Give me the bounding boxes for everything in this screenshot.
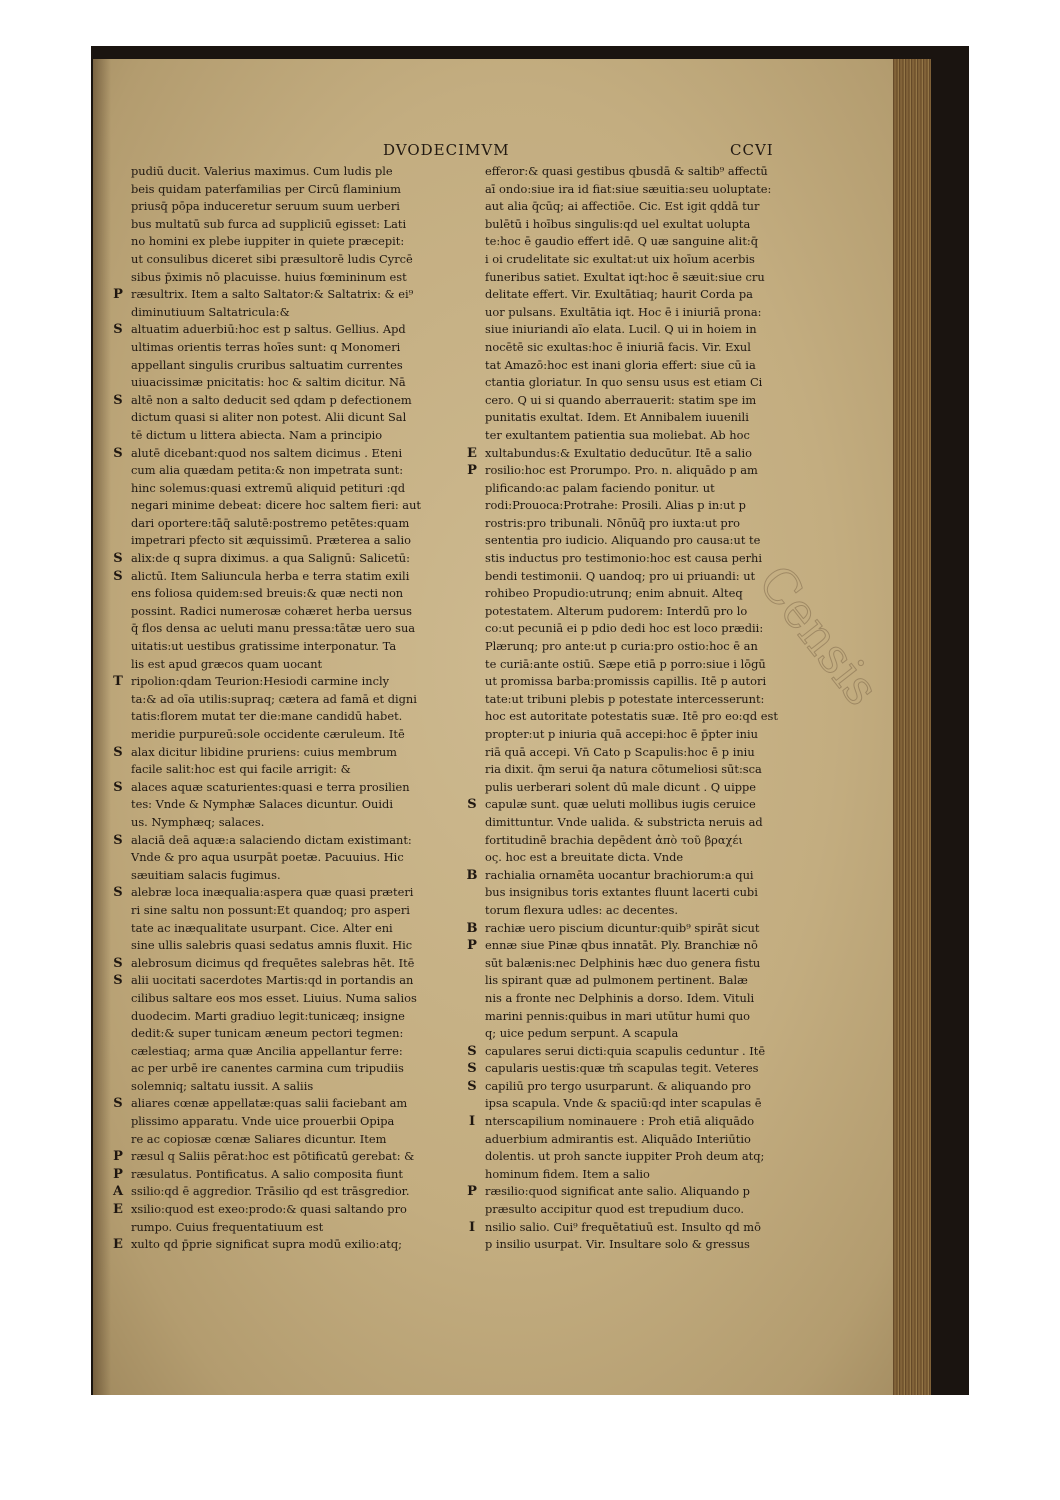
line-text: capularis uestis:quæ tm̄ scapulas tegit. Veteres <box>485 1061 759 1076</box>
text-line <box>109 1078 481 1096</box>
text-line <box>463 708 823 726</box>
text-line <box>109 761 481 779</box>
line-text: Vnde & pro aqua usurpāt poetæ. Pacuuius. Hic <box>131 850 404 865</box>
text-line <box>109 708 481 726</box>
line-text: possint. Radici numerosæ cohæret herba uersus <box>131 603 412 618</box>
text-line <box>463 673 823 691</box>
line-text: q̄ flos densa ac ueluti manu pressa:tātæ uero sua <box>131 621 416 636</box>
text-line <box>109 955 481 973</box>
line-text: bus multatū sub furca ad suppliciū egisset: Lati <box>131 216 407 231</box>
line-text: alictū. Item Saliuncula herba e terra statim exili <box>131 568 410 583</box>
running-header <box>93 141 931 163</box>
text-line <box>463 198 823 216</box>
line-text: Plærunq; pro ante:ut p curia:pro ostio:hoc ē an <box>485 639 758 654</box>
text-line <box>109 497 481 515</box>
page-fore-edge <box>893 59 931 1395</box>
marginal-initial: S <box>113 568 123 584</box>
line-text: tate:ut tribuni plebis p potestate intercesserunt: <box>485 691 765 706</box>
text-line <box>463 550 823 568</box>
text-line <box>109 445 481 463</box>
text-line <box>463 339 823 357</box>
line-text: dolentis. ut proh sancte iuppiter Proh deum atq; <box>485 1149 765 1164</box>
line-text: fortitudinē brachia depēdent ἀπὸ τοῦ βραχέι <box>485 832 743 847</box>
text-line <box>109 1113 481 1131</box>
text-line <box>463 445 823 463</box>
text-line <box>463 603 823 621</box>
line-text: capulares serui dicti:quia scapulis ceduntur . Itē <box>485 1043 766 1058</box>
text-line <box>463 814 823 832</box>
line-text: ter exultantem patientia sua moliebat. Ab hoc <box>485 427 750 442</box>
text-line <box>109 620 481 638</box>
line-text: xsilio:quod est exeo:prodo:& quasi saltando pro <box>131 1202 407 1217</box>
line-text: nsilio salio. Cui⁹ frequētatiuū est. Insulto qd mō <box>485 1219 761 1234</box>
line-text: ria dixit. q̄m serui q̄a natura cōtumeliosi sūt:sca <box>485 762 762 777</box>
line-text: ri sine saltu non possunt:Et quandoq; pro asperi <box>131 902 410 917</box>
text-line <box>463 1025 823 1043</box>
line-text: capulæ sunt. quæ ueluti mollibus iugis ceruice <box>485 797 756 812</box>
text-line <box>463 1095 823 1113</box>
line-text: priusq̄ pōpa induceretur seruum suum uerberi <box>131 199 400 214</box>
line-text: rosilio:hoc est Prorumpo. Pro. n. aliquādo p am <box>485 463 758 478</box>
line-text: alii uocitati sacerdotes Martis:qd in portandis an <box>131 973 414 988</box>
text-line <box>109 796 481 814</box>
text-line <box>463 761 823 779</box>
line-text: xulto qd p̄prie significat supra modū exilio:atq; <box>131 1237 402 1252</box>
text-line <box>109 849 481 867</box>
book-scan <box>91 46 969 1395</box>
marginal-initial: P <box>467 938 477 954</box>
line-text: rumpo. Cuius frequentatiuum est <box>131 1219 324 1234</box>
line-text: ultimas orientis terras hoīes sunt: q Monomeri <box>131 339 401 354</box>
text-line <box>463 269 823 287</box>
text-line <box>109 744 481 762</box>
text-line <box>109 937 481 955</box>
line-text: dictum quasi si aliter non potest. Alii dicunt Sal <box>131 410 407 425</box>
text-line <box>109 427 481 445</box>
marginal-initial: P <box>467 1184 477 1200</box>
line-text: sententia pro iudicio. Aliquando pro causa:ut te <box>485 533 761 548</box>
line-text: ta:& ad oīa utilis:supraq; cætera ad famā et digni <box>131 691 417 706</box>
marginal-initial: S <box>113 322 123 338</box>
page-title: DVODECIMVM <box>383 141 510 159</box>
text-line <box>463 796 823 814</box>
line-text: us. Nymphæq; salaces. <box>131 814 265 829</box>
line-text: pulis uerberari solent dū male dicunt . Q uippe <box>485 779 757 794</box>
marginal-initial: S <box>113 392 123 408</box>
text-line <box>109 1166 481 1184</box>
marginal-initial: S <box>113 1096 123 1112</box>
line-text: nterscapilium nominauere : Proh etiā aliquādo <box>485 1114 755 1129</box>
line-text: facile salit:hoc est qui facile arrigit: & <box>131 762 351 777</box>
line-text: tē dictum u littera abiecta. Nam a principio <box>131 427 383 442</box>
line-text: præsulto accipitur quod est trepudium duco. <box>485 1202 744 1217</box>
line-text: rohibeo Propudio:utrunq; enim abnuit. Alteq <box>485 586 743 601</box>
text-line <box>109 1201 481 1219</box>
text-line <box>109 691 481 709</box>
line-text: alutē dicebant:quod nos saltem dicimus . Eteni <box>131 445 403 460</box>
text-line <box>463 251 823 269</box>
text-line <box>463 1043 823 1061</box>
text-line <box>109 673 481 691</box>
line-text: aduerbium admirantis est. Aliquādo Interiūtio <box>485 1131 751 1146</box>
watermark-text: Censis <box>746 555 890 717</box>
text-line <box>463 497 823 515</box>
marginal-initial: B <box>466 867 478 883</box>
marginal-initial: S <box>113 551 123 567</box>
line-text: ctantia gloriatur. In quo sensu usus est etiam Ci <box>485 375 763 390</box>
text-line <box>463 374 823 392</box>
text-line <box>109 920 481 938</box>
text-line <box>109 1060 481 1078</box>
text-line <box>109 532 481 550</box>
line-text: ennæ siue Pinæ qbus innatāt. Ply. Branchiæ nō <box>485 938 758 953</box>
text-line <box>463 216 823 234</box>
line-text: bulētū i hoībus singulis:qd uel exultat uolupta <box>485 216 751 231</box>
text-line <box>109 286 481 304</box>
line-text: te curiā:ante ostiū. Sæpe etiā p porro:siue i lōgū <box>485 656 766 671</box>
line-text: cero. Q ui si quando aberrauerit: statim spe im <box>485 392 757 407</box>
text-line <box>109 1219 481 1237</box>
text-line <box>109 972 481 990</box>
marginal-initial: E <box>113 1237 123 1253</box>
text-line <box>109 884 481 902</box>
text-line <box>109 603 481 621</box>
marginal-initial: E <box>467 445 477 461</box>
line-text: nocētē sic exultas:hoc ē iniuriā facis. Vir. Exul <box>485 339 751 354</box>
text-line <box>463 691 823 709</box>
line-text: re ac copiosæ cœnæ Saliares dicuntur. Item <box>131 1131 387 1146</box>
text-line <box>463 357 823 375</box>
line-text: appellant singulis cruribus saltuatim currentes <box>131 357 403 372</box>
marginal-initial: P <box>113 1166 123 1182</box>
text-line <box>109 568 481 586</box>
line-text: alebrosum dicimus qd frequētes salebras hēt. Itē <box>131 955 415 970</box>
text-line <box>463 321 823 339</box>
line-text: ac per urbē ire canentes carmina cum tripudiis <box>131 1061 404 1076</box>
line-text: cilibus saltare eos mos esset. Liuius. Numa salios <box>131 990 417 1005</box>
text-line <box>463 392 823 410</box>
line-text: ræsul q Saliis pērat:hoc est pōtificatū gerebat: & <box>131 1149 415 1164</box>
text-line <box>109 1095 481 1113</box>
text-line <box>109 392 481 410</box>
text-line <box>109 233 481 251</box>
line-text: dari oportere:tāq̄ salutē:postremo petētes:quam <box>131 515 410 530</box>
text-line <box>463 462 823 480</box>
text-line <box>463 1166 823 1184</box>
line-text: aut alia q̄cūq; ai affectiōe. Cic. Est igit qddā tur <box>485 199 760 214</box>
line-text: marini pennis:quibus in mari utūtur humi quo <box>485 1008 751 1023</box>
text-line <box>463 163 823 181</box>
line-text: propter:ut p iniuria quā accepi:hoc ē p̄pter iniu <box>485 727 758 741</box>
line-text: negari minime debeat: dicere hoc saltem fieri: aut <box>131 498 422 513</box>
line-text: sibus p̄ximis nō placuisse. huius fœmininum est <box>131 269 407 284</box>
marginal-initial: S <box>467 1043 477 1059</box>
marginal-initial: S <box>113 832 123 848</box>
line-text: alaces aquæ scaturientes:quasi e terra prosilien <box>131 779 410 794</box>
line-text: lis est apud græcos quam uocant <box>131 656 323 671</box>
line-text: solemniq; saltatu iussit. A saliis <box>131 1078 314 1093</box>
text-line <box>109 550 481 568</box>
text-line <box>109 269 481 287</box>
line-text: altuatim aduerbiū:hoc est p saltus. Gellius. Apd <box>131 322 406 337</box>
line-text: riā quā accepi. Vn̄ Cato p Scapulis:hoc ē p iniu <box>485 744 755 759</box>
line-text: ræsultrix. Item a salto Saltator:& Saltatrix: & ei⁹ <box>131 287 414 302</box>
text-line <box>109 638 481 656</box>
line-text: hinc solemus:quasi extremū aliquid petituri :qd <box>131 480 405 495</box>
marginal-initial: P <box>113 1149 123 1165</box>
text-line <box>463 286 823 304</box>
text-line <box>463 515 823 533</box>
text-line <box>463 427 823 445</box>
marginal-initial: S <box>467 1061 477 1077</box>
text-line <box>109 1008 481 1026</box>
book-page <box>93 59 931 1395</box>
line-text: duodecim. Marti gradiuo legit:tunicæq; insigne <box>131 1008 405 1023</box>
line-text: plificando:ac palam faciendo ponitur. ut <box>485 480 715 495</box>
marginal-initial: S <box>113 973 123 989</box>
line-text: alebræ loca inæqualia:aspera quæ quasi præteri <box>131 885 414 900</box>
line-text: alaciā deā aquæ:a salaciendo dictam existimant: <box>131 832 412 847</box>
text-line <box>463 620 823 638</box>
text-line <box>109 814 481 832</box>
text-line <box>109 902 481 920</box>
line-text: ος. hoc est a breuitate dicta. Vnde <box>485 850 684 865</box>
text-line <box>463 937 823 955</box>
right-text-column <box>463 163 823 1254</box>
text-line <box>109 216 481 234</box>
line-text: capiliū pro tergo usurparunt. & aliquando pro <box>485 1078 752 1093</box>
line-text: ræsilio:quod significat ante salio. Aliquando p <box>485 1184 750 1199</box>
text-line <box>109 1236 481 1254</box>
line-text: rodi:Prouoca:Protrahe: Prosili. Alias p in:ut p <box>485 498 746 513</box>
marginal-initial: S <box>113 885 123 901</box>
text-line <box>463 1201 823 1219</box>
line-text: pudiū ducit. Valerius maximus. Cum ludis ple <box>131 164 393 178</box>
text-line <box>463 849 823 867</box>
line-text: alix:de q supra diximus. a qua Salignū: Salicetū: <box>131 551 410 566</box>
marginal-initial: S <box>467 1078 477 1094</box>
marginal-initial: I <box>468 1219 476 1235</box>
text-line <box>109 990 481 1008</box>
line-text: q; uice pedum serpunt. A scapula <box>485 1026 679 1041</box>
line-text: ut promissa barba:promissis capillis. Itē p autori <box>485 674 767 689</box>
text-line <box>109 1131 481 1149</box>
line-text: alax dicitur libidine pruriens: cuius membrum <box>131 744 397 759</box>
line-text: rachialia ornamēta uocantur brachiorum:a qui <box>485 867 754 882</box>
text-line <box>463 1008 823 1026</box>
marginal-initial: S <box>113 744 123 760</box>
text-line <box>463 1131 823 1149</box>
text-line <box>109 181 481 199</box>
text-line <box>463 1183 823 1201</box>
line-text: beis quidam paterfamilias per Circū flaminium <box>131 181 401 196</box>
marginal-initial: S <box>113 955 123 971</box>
line-text: p insilio usurpat. Vir. Insultare solo & gressus <box>485 1237 750 1252</box>
line-text: rostris:pro tribunali. Nōnūq̄ pro iuxta:ut pro <box>485 515 741 530</box>
line-text: punitatis exultat. Idem. Et Annibalem iuuenili <box>485 410 749 425</box>
line-text: stis inductus pro testimonio:hoc est causa perhi <box>485 551 763 566</box>
text-line <box>109 585 481 603</box>
text-line <box>463 304 823 322</box>
text-line <box>463 181 823 199</box>
line-text: tat Amazō:hoc est inani gloria effert: siue cū ia <box>485 357 756 372</box>
text-line <box>463 1219 823 1237</box>
line-text: hominum fidem. Item a salio <box>485 1166 650 1181</box>
line-text: bus insignibus toris extantes fluunt lacerti cubi <box>485 885 758 900</box>
text-line <box>463 568 823 586</box>
line-text: aī ondo:siue ira id fiat:siue sæuitia:seu uoluptate: <box>485 181 772 196</box>
line-text: tatis:florem mutat ter die:mane candidū habet. <box>131 709 403 724</box>
line-text: meridie purpureū:sole occidente cæruleum. Itē <box>131 727 405 741</box>
text-line <box>463 1148 823 1166</box>
line-text: funeribus satiet. Exultat iqt:hoc ē sæuit:siue cru <box>485 269 765 284</box>
text-line <box>109 409 481 427</box>
text-line <box>463 638 823 656</box>
line-text: dimittuntur. Vnde ualida. & substricta neruis ad <box>485 814 763 829</box>
line-text: aliares cœnæ appellatæ:quas salii faciebant am <box>131 1096 408 1111</box>
text-line <box>109 832 481 850</box>
line-text: potestatem. Alterum pudorem: Interdū pro lo <box>485 603 748 618</box>
line-text: hoc est autoritate potestatis suæ. Itē pro eo:qd est <box>485 709 778 724</box>
text-line <box>463 480 823 498</box>
text-line <box>463 902 823 920</box>
line-text: sine ullis salebris quasi sedatus amnis fluxit. Hic <box>131 938 413 953</box>
line-text: no homini ex plebe iuppiter in quiete præcepit: <box>131 234 405 249</box>
line-text: plissimo apparatu. Vnde uice prouerbii Opipa <box>131 1114 395 1129</box>
line-text: torum flexura udles: ac decentes. <box>485 902 678 917</box>
text-line <box>109 726 481 744</box>
marginal-initial: S <box>113 445 123 461</box>
line-text: altē non a salto deducit sed qdam p defectionem <box>131 392 412 407</box>
line-text: uiuacissimæ pnicitatis: hoc & saltim dicitur. Nā <box>131 375 406 390</box>
text-line <box>463 972 823 990</box>
marginal-initial: A <box>112 1184 124 1200</box>
marginal-initial: I <box>468 1114 476 1130</box>
text-line <box>463 832 823 850</box>
line-text: ræsulatus. Pontificatus. A salio composita fiunt <box>131 1166 403 1181</box>
line-text: ut consulibus diceret sibi præsultorē ludis Cyrcē <box>131 251 413 266</box>
marginal-initial: P <box>113 287 123 303</box>
text-line <box>463 1060 823 1078</box>
text-line <box>109 462 481 480</box>
line-text: ssilio:qd ē aggredior. Trāsilio qd est trāsgredior. <box>131 1184 410 1199</box>
text-line <box>109 198 481 216</box>
line-text: tate ac inæqualitate usurpant. Cice. Alter eni <box>131 920 393 935</box>
text-line <box>463 884 823 902</box>
text-line <box>109 304 481 322</box>
line-text: ens foliosa quidem:sed breuis:& quæ necti non <box>131 586 404 601</box>
line-text: lis spirant quæ ad pulmonem pertinent. Balæ <box>485 973 748 988</box>
left-text-column <box>109 163 481 1254</box>
text-line <box>109 321 481 339</box>
line-text: sūt balænis:nec Delphinis hæc duo genera fistu <box>485 955 761 970</box>
line-text: cum alia quædam petita:& non impetrata sunt: <box>131 463 404 478</box>
text-line <box>463 920 823 938</box>
marginal-initial: S <box>467 797 477 813</box>
line-text: diminutiuum Saltatricula:& <box>131 304 290 319</box>
marginal-initial: E <box>113 1202 123 1218</box>
marginal-initial: B <box>466 920 478 936</box>
text-line <box>463 585 823 603</box>
text-line <box>463 656 823 674</box>
text-line <box>463 867 823 885</box>
text-line <box>109 867 481 885</box>
line-text: uitatis:ut uestibus gratissime interponatur. Ta <box>131 639 397 654</box>
text-line <box>463 779 823 797</box>
folio-number: CCVI <box>730 141 774 159</box>
line-text: cælestiaq; arma quæ Ancilia appellantur ferre: <box>131 1043 403 1058</box>
text-line <box>109 374 481 392</box>
text-line <box>109 480 481 498</box>
text-line <box>463 1236 823 1254</box>
text-line <box>109 779 481 797</box>
line-text: dedit:& super tunicam æneum pectori tegmen: <box>131 1026 404 1041</box>
line-text: i oi crudelitate sic exultat:ut uix hoīum acerbis <box>485 251 755 266</box>
text-line <box>463 233 823 251</box>
text-line <box>109 163 481 181</box>
text-line <box>463 726 823 744</box>
text-line <box>109 1025 481 1043</box>
text-line <box>463 532 823 550</box>
text-line <box>463 990 823 1008</box>
line-text: siue iniuriandi aīo elata. Lucil. Q ui in hoiem in <box>485 322 757 337</box>
marginal-initial: T <box>113 674 123 690</box>
line-text: rachiæ uero piscium dicuntur:quib⁹ spirāt sicut <box>485 920 760 935</box>
line-text: te:hoc ē gaudio effert idē. Q uæ sanguine alit:q̄ <box>485 234 759 249</box>
line-text: sæuitiam salacis fugimus. <box>131 867 281 882</box>
text-line <box>109 515 481 533</box>
text-line <box>109 357 481 375</box>
text-line <box>109 1043 481 1061</box>
line-text: ipsa scapula. Vnde & spaciū:qd inter scapulas ē <box>485 1096 762 1111</box>
text-line <box>463 409 823 427</box>
text-line <box>109 1148 481 1166</box>
line-text: xultabundus:& Exultatio deducūtur. Itē a salio <box>485 445 752 460</box>
text-line <box>463 1113 823 1131</box>
text-line <box>463 955 823 973</box>
line-text: impetrari pfecto sit æquissimū. Præterea a salio <box>131 533 411 548</box>
marginal-initial: P <box>467 463 477 479</box>
text-line <box>109 656 481 674</box>
line-text: co:ut pecuniā ei p pdio dedi hoc est loco prædii: <box>485 621 764 636</box>
text-line <box>463 744 823 762</box>
text-line <box>109 1183 481 1201</box>
line-text: delitate effert. Vir. Exultātiaq; haurit Corda pa <box>485 287 753 302</box>
text-line <box>109 339 481 357</box>
line-text: bendi testimonii. Q uandoq; pro ui priuandi: ut <box>485 568 756 583</box>
line-text: nis a fronte nec Delphinis a dorso. Idem. Vituli <box>485 990 755 1005</box>
line-text: efferor:& quasi gestibus qbusdā & saltib⁹ affectū <box>485 164 768 178</box>
line-text: uor pulsans. Exultātia iqt. Hoc ē i iniuriā prona: <box>485 304 762 319</box>
line-text: ripolion:qdam Teurion:Hesiodi carmine incly <box>131 674 390 689</box>
text-line <box>463 1078 823 1096</box>
marginal-initial: S <box>113 779 123 795</box>
line-text: tes: Vnde & Nymphæ Salaces dicuntur. Ouidi <box>131 797 393 812</box>
text-line <box>109 251 481 269</box>
